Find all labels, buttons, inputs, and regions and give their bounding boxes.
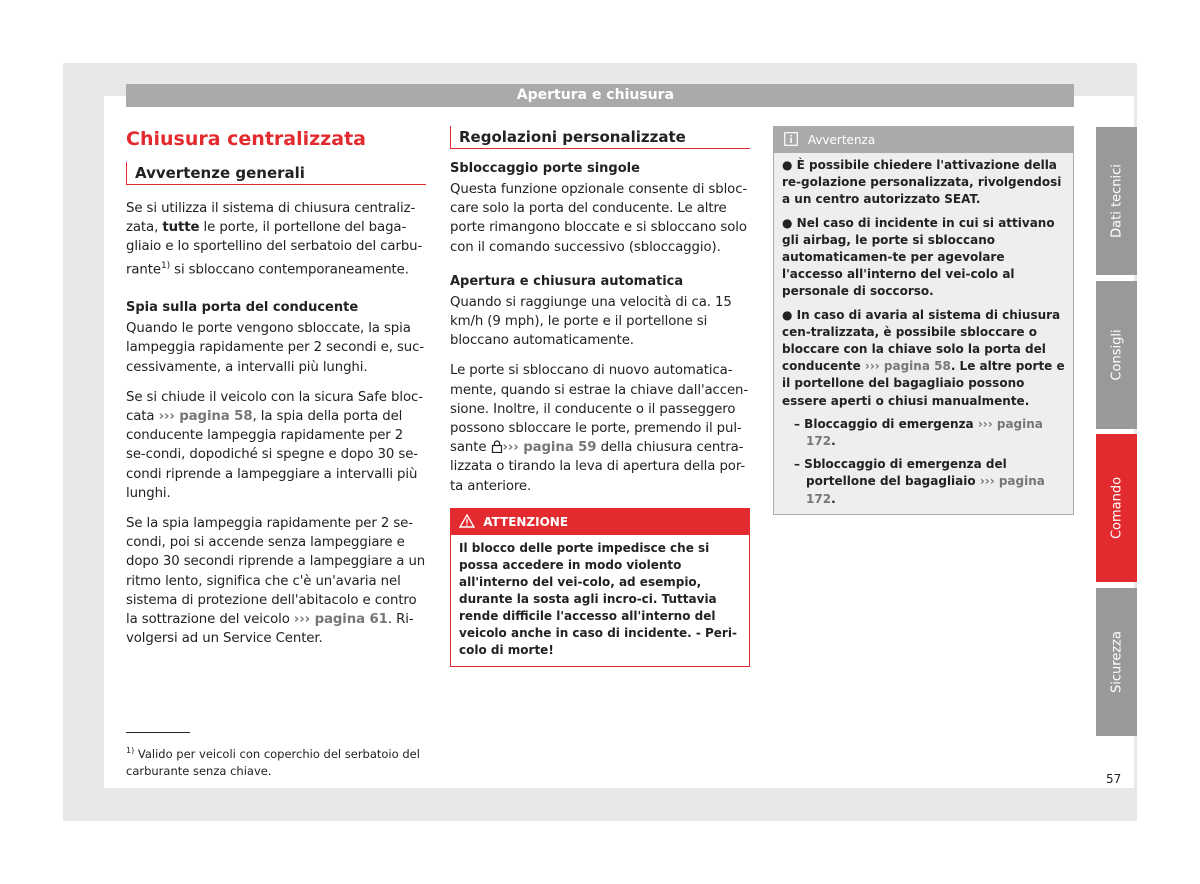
paragraph-spia-2: Se si chiude il veicolo con la sicura Safe bloc-cata ››› pagina 58, la spia della porta del conducente lampeggia rapidamente per 2 se-condi, dopodiché si spegne e dopo 30 se-condi riprende a lampeggiare a intervalli più lunghi. (126, 389, 423, 501)
note-box (773, 126, 1074, 515)
footnote-divider (126, 732, 190, 733)
paragraph-automatica-2: Le porte si sbloccano di nuovo automatica-mente, quando si estrae la chiave dall'accen-sione. Inoltre, il conducente o il passeggero possono sbloccare le porte, premendo il pul-sante ››› pagina 59 della chiusura centra-lizzata o tirando la leva di apertura della por-ta anteriore. (450, 363, 749, 494)
paragraph-sbloccaggio: Questa funzione opzionale consente di sbloc-care solo la porta del conducente. Le altre porte rimangono bloccate e si sbloccano solo con il comando successivo (sbloccaggio). (450, 182, 748, 255)
page-number: 57 (1106, 772, 1122, 786)
section-title-avvertenze: Avvertenze generali (126, 162, 426, 185)
warning-title: ATTENZIONE (483, 514, 569, 529)
link-pagina-61[interactable]: ››› pagina 61 (293, 612, 388, 628)
footnote-ref[interactable]: 1) (160, 260, 170, 271)
section-header (126, 84, 1074, 107)
lock-icon (491, 440, 503, 453)
note-subitem-2: – Sbloccaggio di emergenza del portellone del bagagliaio ››› pagina 172. (794, 457, 1045, 506)
link-pagina-58[interactable]: ››› pagina 58 (158, 409, 253, 425)
note-content (774, 153, 1073, 514)
note-header (774, 127, 1073, 153)
footnote: $^{1)}$ Valido per veicoli con coperchio del serbatoio del carburante senza chiave. (126, 746, 420, 778)
chapter-title: Chiusura centralizzata (126, 128, 366, 150)
warning-header (451, 509, 749, 535)
warning-text: Il blocco delle porte impedisce che si possa accedere in modo violento all'interno del vei-colo, ad esempio, durante la sosta agli incro-ci. Tuttavia rende difficile l'accesso all'interno del veicolo anche in caso di incidente. - Peri-colo di morte! (459, 540, 737, 658)
warning-box (450, 508, 750, 667)
subheading-spia: Spia sulla porta del conducente (126, 300, 359, 316)
link-pagina-59[interactable]: ››› pagina 59 (502, 440, 597, 456)
section-title-regolazioni: Regolazioni personalizzate (450, 126, 750, 149)
paragraph-spia-1: Quando le porte vengono sbloccate, la spia lampeggia rapidamente per 2 secondi e, suc-cessivamente, a intervalli più lunghi. (126, 321, 425, 375)
paragraph-spia-3: Se la spia lampeggia rapidamente per 2 se-condi, poi si accende senza lampeggiare e dopo 30 secondi riprende a lampeggiare a un ritmo lento, significa che c'è un'avaria nel sistema di protezione dell'abitacolo e contro la sottrazione del veicolo ››› pagina 61. Ri-volgersi ad un Service Center. (126, 516, 426, 647)
note-title: Avvertenza (807, 133, 876, 147)
paragraph-automatica-1: Quando si raggiunge una velocità di ca. 15 km/h (9 mph), le porte e il portellone si bloccano automaticamente. (450, 294, 732, 349)
note-subitem-1: – Bloccaggio di emergenza ››› pagina 172. (794, 416, 1043, 449)
side-tab-comando[interactable]: Comando (1096, 434, 1137, 582)
note-item-1: ● È possibile chiedere l'attivazione della re-golazione personalizzata, rivolgendosi a un centro autorizzato SEAT. (782, 158, 1062, 207)
side-tab-dati-tecnici[interactable]: Dati tecnici (1096, 127, 1137, 275)
note-item-3: ● In caso di avaria al sistema di chiusura cen-tralizzata, è possibile sbloccare o bloccare con la chiave solo la porta del conducente ››› pagina 58. Le altre porte e il portellone del bagagliaio possono essere aperti o chiusi manualmente. (782, 307, 1065, 408)
link-pagina-172-a[interactable]: ››› pagina 172 (806, 416, 1043, 449)
column-right (773, 126, 1074, 515)
column-middle (450, 126, 750, 667)
warning-triangle-icon (459, 514, 475, 528)
link-pagina-58-note[interactable]: ››› pagina 58 (864, 359, 951, 374)
side-tab-consigli[interactable]: Consigli (1096, 281, 1137, 429)
link-pagina-172-b[interactable]: ››› pagina 172 (806, 474, 1045, 506)
side-tab-sicurezza[interactable]: Sicurezza (1096, 588, 1137, 736)
note-item-2: ● Nel caso di incidente in cui si attivano gli airbag, le porte si sbloccano automaticamen-te per agevolare l'accesso all'interno del vei-colo al personale di soccorso. (782, 215, 1055, 299)
section-header-title: Apertura e chiusura (516, 87, 674, 103)
paragraph-intro: Se si utilizza il sistema di chiusura centraliz-zata, tutte le porte, il portellone del baga-gliaio e lo sportellino del serbatoio del carbu-rante$^{1)}$ si sbloccano contemporaneamente. (126, 201, 423, 278)
info-icon (784, 132, 798, 146)
column-left (126, 126, 426, 659)
subheading-automatica: Apertura e chiusura automatica (450, 273, 684, 289)
subheading-sbloccaggio: Sbloccaggio porte singole (450, 161, 640, 176)
